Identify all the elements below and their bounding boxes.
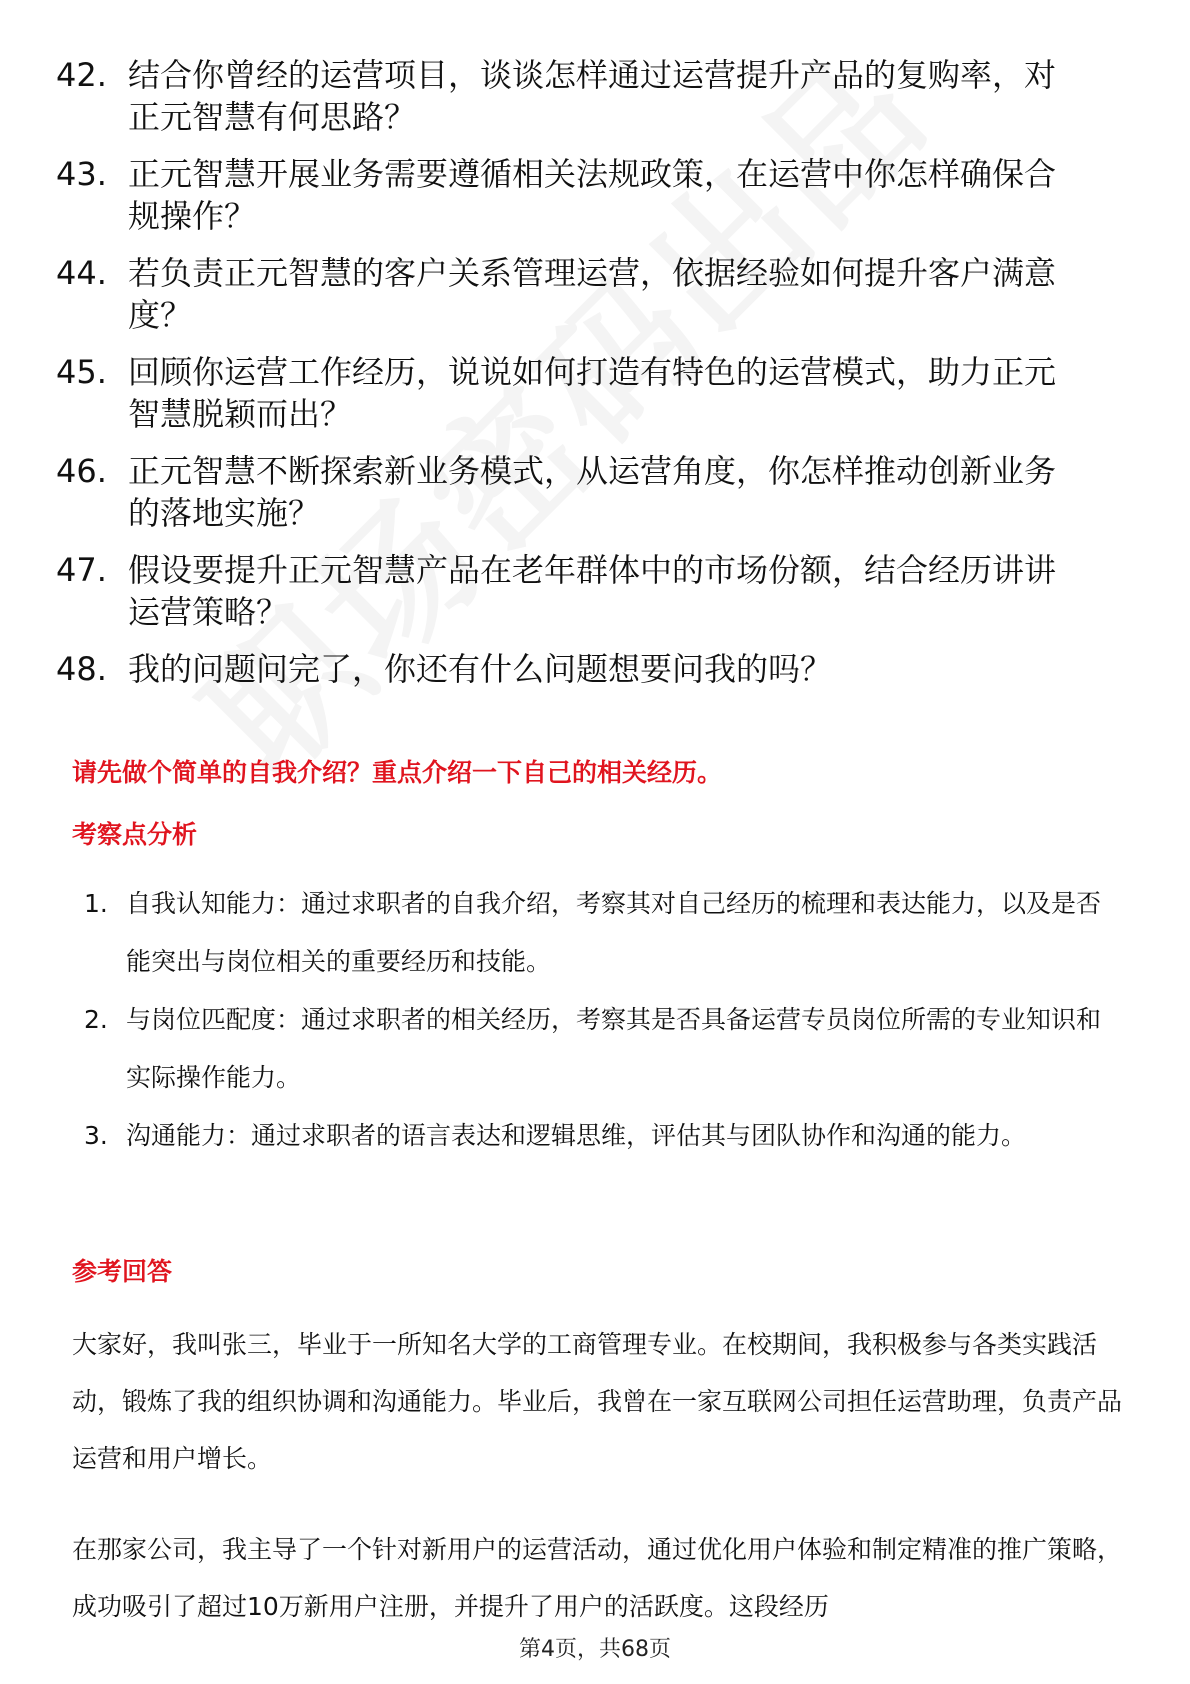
question-text: 正元智慧不断探索新业务模式，从运营角度，你怎样推动创新业务的落地实施？: [128, 452, 1057, 532]
analysis-text: 与岗位匹配度：通过求职者的相关经历，考察其是否具备运营专员岗位所需的专业知识和实际操作能力。: [126, 1005, 1102, 1092]
analysis-number: 2.: [84, 1005, 108, 1034]
question-text: 假设要提升正元智慧产品在老年群体中的市场份额，结合经历讲讲运营策略？: [128, 551, 1057, 631]
question-number: 48.: [56, 650, 107, 688]
question-text: 结合你曾经的运营项目，谈谈怎样通过运营提升产品的复购率，对正元智慧有何思路？: [128, 56, 1057, 136]
analysis-item: [84, 991, 1124, 1107]
analysis-number: 3.: [84, 1121, 108, 1150]
analysis-text: 自我认知能力：通过求职者的自我介绍，考察其对自己经历的梳理和表达能力，以及是否能突出与岗位相关的重要经历和技能。: [126, 889, 1102, 976]
analysis-list: [84, 875, 1124, 1165]
question-number: 42.: [56, 56, 107, 94]
analysis-item: [84, 1107, 1124, 1165]
page-footer: 第4页，共68页: [519, 1637, 671, 1662]
analysis-heading: 考察点分析: [72, 820, 198, 849]
intro-question-heading: 请先做个简单的自我介绍？重点介绍一下自己的相关经历。: [72, 758, 723, 787]
question-number: 47.: [56, 551, 107, 589]
question-item: [56, 351, 1136, 435]
analysis-text: 沟通能力：通过求职者的语言表达和逻辑思维，评估其与团队协作和沟通的能力。: [126, 1121, 1027, 1150]
question-text: 我的问题问完了，你还有什么问题想要问我的吗？: [128, 650, 833, 688]
question-text: 正元智慧开展业务需要遵循相关法规政策，在运营中你怎样确保合规操作？: [128, 155, 1057, 235]
analysis-number: 1.: [84, 889, 108, 918]
question-number: 43.: [56, 155, 107, 193]
question-item: [56, 153, 1136, 237]
question-text: 若负责正元智慧的客户关系管理运营，依据经验如何提升客户满意度？: [128, 254, 1057, 334]
question-number: 45.: [56, 353, 107, 391]
question-number: 44.: [56, 254, 107, 292]
question-number: 46.: [56, 452, 107, 490]
question-item: [56, 549, 1136, 633]
question-item: [56, 252, 1136, 336]
answer-heading: 参考回答: [72, 1257, 173, 1286]
question-item: [56, 450, 1136, 534]
question-item: [56, 54, 1136, 138]
answer-paragraph: 大家好，我叫张三，毕业于一所知名大学的工商管理专业。在校期间，我积极参与各类实践活动，锻炼了我的组织协调和沟通能力。毕业后，我曾在一家互联网公司担任运营助理，负责产品运营和用户增长。: [72, 1330, 1123, 1473]
question-text: 回顾你运营工作经历，说说如何打造有特色的运营模式，助力正元智慧脱颖而出？: [128, 353, 1057, 433]
analysis-item: [84, 875, 1124, 991]
answer-paragraph: 在那家公司，我主导了一个针对新用户的运营活动，通过优化用户体验和制定精准的推广策略，成功吸引了超过10万新用户注册，并提升了用户的活跃度。这段经历: [72, 1535, 1123, 1621]
question-item: [56, 648, 1136, 690]
question-list: [56, 54, 1136, 705]
